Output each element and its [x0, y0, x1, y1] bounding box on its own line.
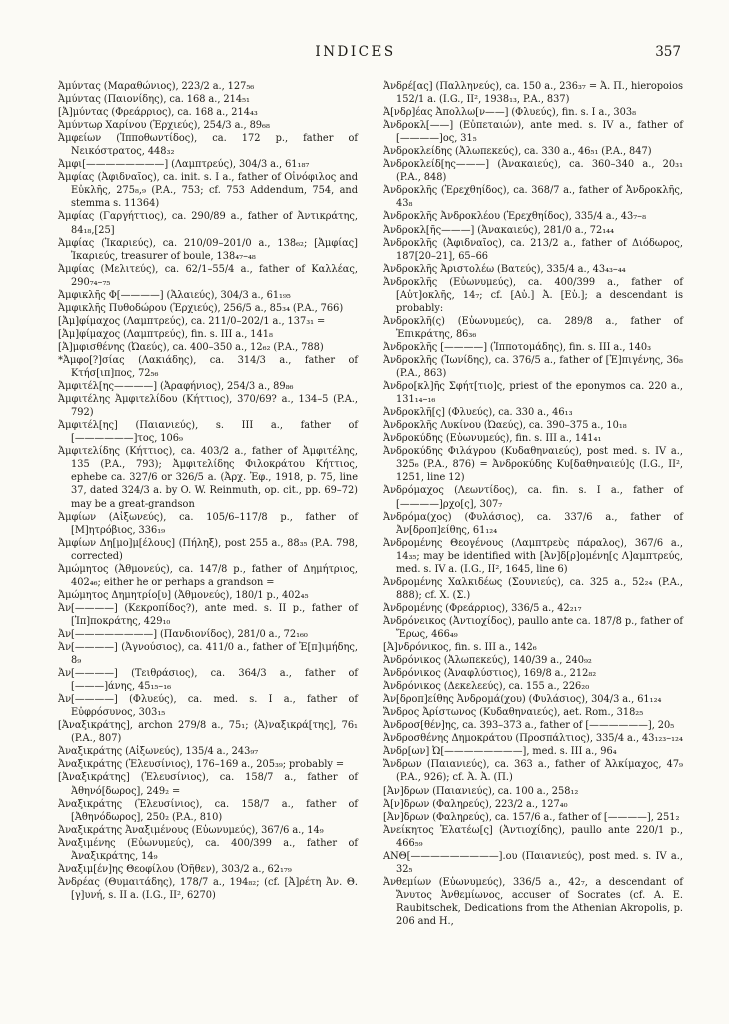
index-entry: Ἀμφικλῆς Φ[————] (Ἁλαιεύς), 304/3 a., 61₁₉₅	[58, 289, 291, 301]
right-column	[383, 80, 683, 928]
index-entry: ΑΝΘ[—————————].ου (Παιανιεύς), post med. s. IV a., 32₅	[383, 850, 683, 875]
index-entry: Ἀνδρο[κλ]ῆς Σφήτ[τιο]ς, priest of the eponymos ca. 220 a., 131₁₄–₁₆	[383, 381, 683, 406]
index-entry: [Ἀν]δρων (Παιανιεύς), ca. 100 a., 258₁₂	[383, 785, 579, 797]
index-entry: Ἀνδροκλῆς (Εὐωνυμεύς), ca. 400/399 a., father of [Αὐτ]οκλῆς, 14₇; cf. [Αὐ.] Ἀ. [Εὐ.]; a descendant is probably:	[383, 276, 683, 314]
index-entry: Ἀνδρόνικος (Ἀλωπεκεύς), 140/39 a., 240₉₂	[383, 655, 592, 667]
index-entry: [Ἀναξικράτης], archon 279/8 a., 75₁; ⟨Ἀ⟩ναξικρά[της], 76₁ (P.A., 807)	[58, 720, 358, 745]
index-entry: Ἀνδρόνικος (Ἀναφλύστιος), 169/8 a., 212₈₂	[383, 668, 597, 680]
index-entry: Ἀνδροκλῆς [————] (Ἱπποτομάδης), fin. s. III a., 140₃	[383, 341, 652, 353]
index-entry: Ἀνείκητος Ἐλατέω[ς] (Ἀντιοχίδης), paullo ante 220/1 p., 466₅₉	[383, 824, 683, 849]
index-entry: Ἀνδρέ[ας] (Παλληνεύς), ca. 150 a., 236₃₇ = Ἀ. Π., hieropoios 152/1 a. (I.G., II², 1938₁₃, P.A., 837)	[383, 81, 683, 106]
index-entry: Ἀνδροκλῆς Ἀνδροκλέου (Ἐρεχθηίδος), 335/4 a., 43₇–₈	[383, 211, 646, 223]
index-entry: Ἀνδροκλείδης (Ἀλωπεκεύς), ca. 330 a., 46₅₁ (P.A., 847)	[383, 146, 652, 158]
index-entry: Ἀμύντας (Παιονίδης), ca. 168 a., 214₅₁	[58, 94, 250, 106]
index-entry: Ἀνδροκλείδ[ης———] (Ἀνακαιεύς), ca. 360–340 a., 20₃₁ (P.A., 848)	[383, 159, 683, 184]
index-entry: Ἀνδροκλῆς Ἀριστολέω (Βατεύς), 335/4 a., 43₄₃–₄₄	[383, 263, 626, 275]
index-entry: Ἀ[ν]δρων (Φαληρεύς), 223/2 a., 127₄₀	[383, 798, 568, 810]
index-entry: Ἀμφίων Δη[μο]μ[έλους] (Πήληξ), post 255 a., 88₃₅ (P.A. 798, corrected)	[58, 537, 358, 562]
index-entry: Ἀνδροκλ[ῆς———] (Ἀνακαιεύς), 281/0 a., 72₁₄₄	[383, 224, 615, 236]
index-entry: Ἀνδρομένης Χαλκιδέως (Σουνιεύς), ca. 325 a., 52₂₄ (P.A., 888); cf. Χ. (Σ.)	[383, 576, 683, 601]
index-entry: [Ἀμ]φίμαχος (Λαμπτρεύς), ca. 211/0–202/1 a., 137₃₁ =	[58, 315, 326, 327]
index-entry: [Ἀ]νδρόνικος, fin. s. III a., 142₆	[383, 642, 537, 654]
index-entry: Ἀνδρομένης Θεογένους (Λαμπτρεὺς πάραλος), 367/6 a., 14₃₅; may be identified with [Ἀν]δ[ρ]ομένη[ς Λ]αμπτρεύς, med. s. IV a. (I.G., II², 1645, line 6)	[383, 537, 683, 575]
index-entry: Ἀμφιτελίδης (Κήττιος), ca. 403/2 a., father of Ἀμφιτέλης, 135 (P.A., 793); Ἀμφιτελίδης Φιλοκράτου Κήττιος, ephebe ca. 327/6 or 326/5 a. (Ἀρχ. Ἐφ., 1918, p. 75, line 37, dated 324/3 a. by O. W. Reinmuth, op. cit., pp. 69–72) may be a great-grandson	[58, 446, 358, 510]
index-entry: Ἀμφιτέλ[ης] (Παιανιεύς), s. III a., father of [——————]τος, 106₉	[58, 420, 358, 445]
index-entry: Ἀνδροσθένης Δημοκράτου (Προσπάλτιος), 335/4 a., 43₁₂₃–₁₂₄	[383, 733, 683, 745]
index-entry: Ἀν[————] (Φλυεύς), ca. med. s. I a., father of Εὐφρόσυνος, 303₁₅	[58, 694, 358, 719]
index-entry: Ἀνδρόνεικος (Ἀντιοχίδος), paullo ante ca. 187/8 p., father of Ἔρως, 466₄₉	[383, 615, 683, 640]
index-entry: Ἀν[————————] (Πανδιονίδος), 281/0 a., 72₁₆₀	[58, 628, 308, 640]
index-entry: Ἄνδρος Ἀρίστωνος (Κυδαθηναιεύς), aet. Rom., 318₂₅	[383, 707, 644, 719]
index-entry: Ἀναξικράτης (Ἐλευσίνιος), ca. 158/7 a., father of [Ἀθηνόδωρος], 250₂ (P.A., 810)	[58, 798, 358, 823]
index-entry: [Ἀ]μφισθένης (Ὠαεύς), ca. 400–350 a., 12₆₂ (P.A., 788)	[58, 341, 324, 353]
index-entry: Ἀμύντωρ Χαρίνου (Ἐρχιεύς), 254/3 a., 89₆₈	[58, 120, 270, 132]
index-entry: Ἀνδρ[ων] Ὠ[————————], med. s. III a., 96₄	[383, 746, 617, 758]
index-entry: Ἀν[————] (Κεκροπίδος?), ante med. s. II p., father of [Ἱπ]ποκράτης, 429₁₀	[58, 602, 358, 627]
index-entry: Ἀνδροκλῆ(ς) (Εὐωνυμεύς), ca. 289/8 a., father of Ἐπικράτης, 86₃₆	[383, 315, 683, 340]
index-entry: Ἀμφικλῆς Πυθοδώρου (Ἐρχιεύς), 256/5 a., 85₃₄ (P.A., 766)	[58, 302, 344, 314]
index-entry: [Ἀν]δρων (Φαληρεύς), ca. 157/6 a., father of [————], 251₂	[383, 811, 680, 823]
index-entry: Ἀμύντας (Μαραθώνιος), 223/2 a., 127₅₆	[58, 81, 255, 92]
index-entry: Ἀμφίας (Ἰκαριεύς), ca. 210/09–201/0 a., 138₆₂; [Ἀμφίας] Ἰκαριεύς, treasurer of boule, 138₄₇–₄₈	[58, 237, 358, 262]
index-entry: Ἀνδρέας (Θυμαιτάδης), 178/7 a., 194₈₂; (cf. [Ἀ]ρέτη Ἀν. Θ. [γ]υνή, s. II a. (I.G., II², 6270)	[58, 876, 358, 901]
index-entry: Ἀμφι[————————] (Λαμπτρεύς), 304/3 a., 61₁₈₇	[58, 159, 310, 171]
index-entry: Ἀναξικράτης Ἀναξιμένους (Εὐωνυμεύς), 367/6 a., 14₉	[58, 824, 324, 836]
index-entry: Ἀνδροκλῆς (Ἰωνίδης), ca. 376/5 a., father of [Ἐ]πιγένης, 36₈ (P.A., 863)	[383, 354, 683, 380]
index-entry: Ἀνδρόμαχος (Λεωντίδος), ca. fin. s. I a., father of [————]ρχο[ς], 307₇	[383, 485, 683, 510]
index-entry: Ἀμώμητος Δημητρίο[υ] (Ἀθμονεύς), 180/1 p., 402₄₅	[58, 589, 309, 601]
index-entry: Ἀνδρόνικος (Δεκελεεύς), ca. 155 a., 226₂₀	[383, 681, 590, 693]
index-entry: Ἀνδροκύδης (Εὐωνυμεύς), fin. s. III a., 141₄₁	[383, 433, 602, 445]
index-entry: Ἄνδρων (Παιανιεύς), ca. 363 a., father of Ἀλκίμαχος, 47₉ (P.A., 926); cf. Ἀ. Ἀ. (Π.)	[383, 759, 683, 784]
index-entry: Ἀνδροκλῆ[ς] (Φλυεύς), ca. 330 a., 46₁₃	[383, 407, 573, 419]
index-entry: Ἀν[————] (Τειθράσιος), ca. 364/3 a., father of [———]άνης, 45₁₅–₁₆	[58, 668, 358, 693]
index-entry: Ἀναξικράτης (Αἰξωνεύς), 135/4 a., 243₉₇	[58, 746, 259, 758]
running-head: INDICES	[315, 44, 396, 60]
index-entry: Ἀναξικράτης (Ἐλευσίνιος), 176–169 a., 205₃₉; probably =	[58, 759, 345, 771]
index-entry: Ἀμώμητος (Ἀθμονεύς), ca. 147/8 p., father of Δημήτριος, 402₄₆; either he or perhaps a grandson =	[58, 563, 358, 588]
page-header	[58, 44, 683, 64]
index-entry: Ἀμφιτέλης Ἀμφιτελίδου (Κήττιος), 370/69? a., 134–5 (P.A., 792)	[58, 394, 358, 419]
index-entry: Ἀμφίας (Γαργήττιος), ca. 290/89 a., father of Ἀντικράτης, 84₁₈,[25]	[58, 211, 358, 236]
index-entry: Ἀν[δροπ]είθης Ἀνδρομά(χου) (Φυλάσιος), 304/3 a., 61₁₂₄	[383, 694, 662, 706]
index-entry: Ἀνδρόμα(χος) (Φυλάσιος), ca. 337/6 a., father of Ἀν[δροπ]είθης, 61₁₂₄	[383, 511, 683, 536]
index-entry: Ἀμφιτέλ[ης————] (Ἀραφήνιος), 254/3 a., 89₈₆	[58, 381, 294, 393]
index-columns	[58, 80, 683, 928]
index-entry: Ἀμφίας (Ἀφιδναῖος), ca. init. s. I a., father of Οἰνόφιλος and Εὐκλῆς, 275₈,₉ (P.A., 753; cf. 753 Addendum, 754, and stemma s. 11364)	[58, 172, 358, 210]
index-entry: Ἀ[νδρ]έας Ἀπολλω[ν——] (Φλυεύς), fin. s. I a., 303₈	[383, 107, 637, 119]
index-entry: Ἀναξιμένης (Εὐωνυμεύς), ca. 400/399 a., father of Ἀναξικράτης, 14₉	[58, 837, 358, 862]
index-entry: Ἀνδροσ[θέν]ης, ca. 393–373 a., father of [——————], 20₅	[383, 720, 675, 732]
index-entry: [Ἀ]μύντας (Φρεάρριος), ca. 168 a., 214₄₃	[58, 107, 258, 119]
index-entry: Ἀνδροκλῆς (Ἀφιδναῖος), ca. 213/2 a., father of Διόδωρος, 187[20–21], 65–66	[383, 237, 683, 262]
index-entry: *Ἀμφο[?]σίας (Λακιάδης), ca. 314/3 a., father of Κτήσ[ιπ]πος, 72₅₆	[58, 354, 358, 380]
index-entry: Ἀμφίας (Μελιτεύς), ca. 62/1–55/4 a., father of Καλλέας, 290₇₄–₇₅	[58, 263, 358, 288]
index-entry: Ἀν[————] (Ἀγνούσιος), ca. 411/0 a., father of Ἐ[π]ιμήδης, 8₉	[58, 642, 358, 667]
index-entry: [Ἀμ]φίμαχος (Λαμπτρεύς), fin. s. III a., 141₈	[58, 328, 273, 340]
index-entry: Ἀναξιμ[έν]ης Θεοφίλου (Ὀῆθεν), 303/2 a., 62₁₇₉	[58, 863, 292, 875]
index-entry: Ἀνδροκλῆς (Ἐρεχθηίδος), ca. 368/7 a., father of Ἀνδροκλῆς, 43₈	[383, 185, 683, 210]
index-entry: Ἀνθεμίων (Εὐωνυμεύς), 336/5 a., 42₇, a descendant of Ἄνυτος Ἀνθεμίωνος, accuser of Socrates (cf. A. E. Raubitschek, Dedications from the Athenian Akropolis, p. 206 and H.,	[383, 876, 683, 927]
index-entry: Ἀμφείων (Ἱπποθωντίδος), ca. 172 p., father of Νεικόστρατος, 448₃₂	[58, 133, 358, 158]
index-entry: Ἀνδροκύδης Φιλάγρου (Κυδαθηναιεύς), post med. s. IV a., 325₆ (P.A., 876) = Ἀνδροκύδης Κυ[δαθηναιεύ]ς (I.G., II², 1251, line 12)	[383, 446, 683, 484]
index-entry: Ἀνδροκλῆς Λυκίνου (Ὠαεύς), ca. 390–375 a., 10₁₈	[383, 420, 627, 432]
left-column	[58, 80, 358, 928]
index-entry: [Ἀναξικράτης] (Ἐλευσίνιος), ca. 158/7 a., father of Ἀθηνό[δωρος], 249₂ =	[58, 772, 358, 797]
index-entry: Ἀνδροκλ[——] (Εὐπεταιών), ante med. s. IV a., father of [————]ος, 31₅	[383, 120, 683, 145]
index-entry: Ἀμφίων (Αἰξωνεύς), ca. 105/6–117/8 p., father of [Μ]ητρόβιος, 336₁₉	[58, 511, 358, 536]
index-entry: Ἀνδρομένης (Φρεάρριος), 336/5 a., 42₂₁₇	[383, 602, 582, 614]
page-number: 357	[655, 44, 681, 60]
